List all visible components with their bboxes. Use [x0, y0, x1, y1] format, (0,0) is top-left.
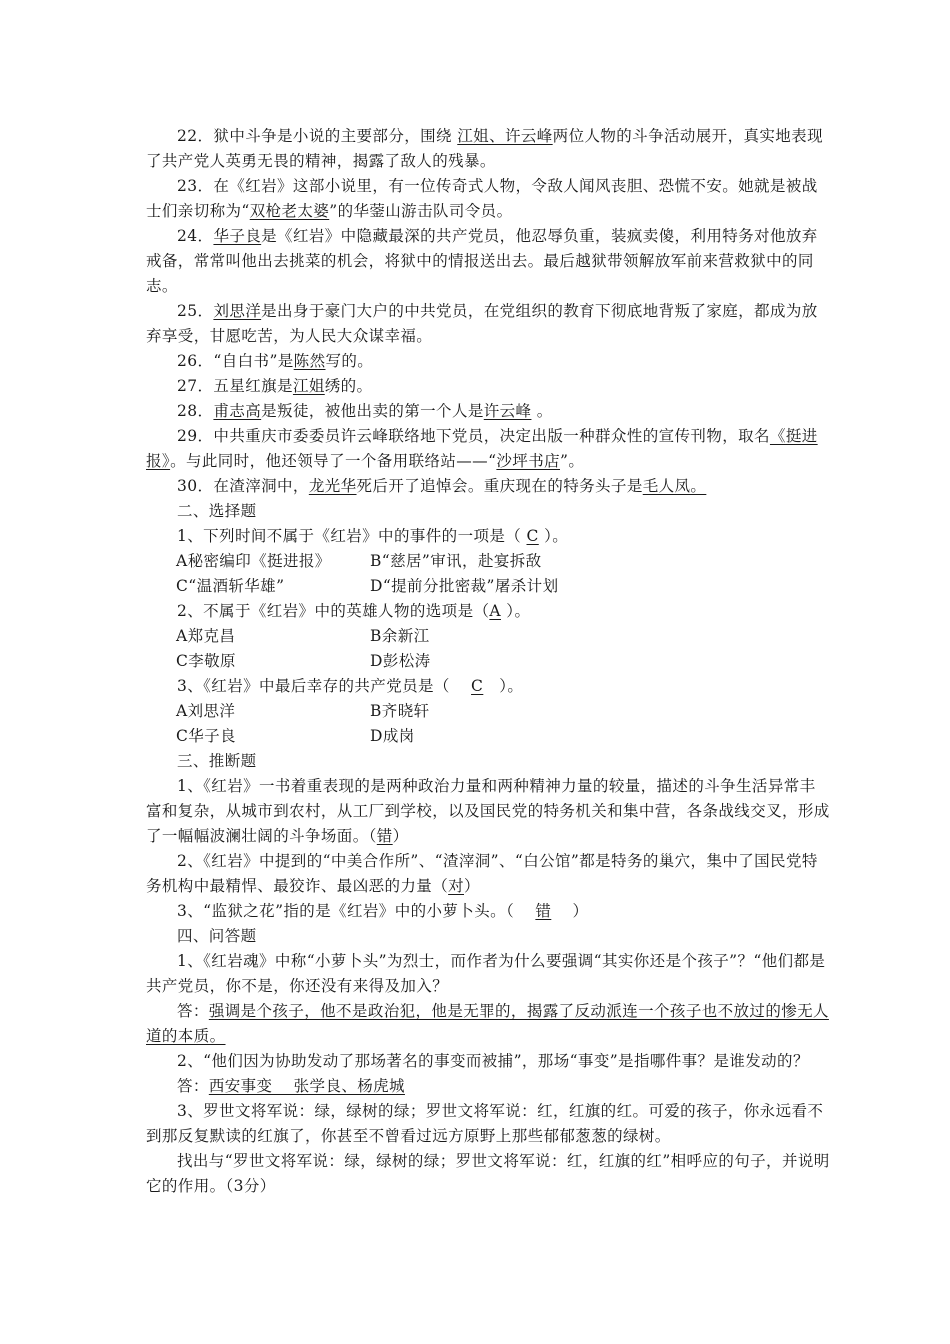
qa-q3: 3、罗世文将军说：绿，绿树的绿；罗世文将军说：红，红旗的红。可爱的孩子，你永远看不到那反复默读的红旗了，你甚至不曾看过远方原野上那些郁郁葱葱的绿树。 [146, 1102, 824, 1145]
fill-q24: 24．华子良是《红岩》中隐藏最深的共产党员，他忍辱负重，装疯卖傻，利用特务对他放弃戒备，常常叫他出去挑菜的机会，将狱中的情报送出去。最后越狱带领解放军前来营救狱中的同志。 [146, 227, 818, 295]
answer: 江姐、许云峰 [457, 127, 553, 145]
judge-q3: 3、“监狱之花”指的是《红岩》中的小萝卜头。（ 错 ） [177, 902, 589, 920]
option-a: A刘思洋 [176, 702, 236, 720]
answer: 西安事变 张学良、杨虎城 [208, 1077, 405, 1095]
fill-q23: 23．在《红岩》这部小说里，有一位传奇式人物，令敌人闻风丧胆、恐慌不安。她就是被战士们亲切称为“双枪老太婆”的华蓥山游击队司令员。 [146, 177, 818, 220]
answer: 对 [448, 877, 465, 895]
option-d: D成岗 [370, 727, 415, 745]
answer: 沙坪书店 [496, 452, 560, 470]
fill-q25: 25．刘思洋是出身于豪门大户的中共党员，在党组织的教育下彻底地背叛了家庭，都成为放弃享受，甘愿吃苦，为人民大众谋幸福。 [146, 302, 818, 345]
option-c: C华子良 [176, 727, 236, 745]
fill-q22: 22．狱中斗争是小说的主要部分，围绕 江姐、许云峰两位人物的斗争活动展开，真实地表现了共产党人英勇无畏的精神，揭露了敌人的残暴。 [146, 127, 823, 170]
qa-q1: 1、《红岩魂》中称“小萝卜头”为烈士，而作者为什么要强调“其实你还是个孩子”？“他们都是共产党员，你不是，你还没有来得及加入？ [146, 952, 826, 995]
answer: 错 [535, 902, 552, 920]
option-row [146, 649, 830, 674]
answer: 《挺进报》 [146, 427, 818, 470]
judge-q2: 2、《红岩》中提到的“中美合作所”、“渣滓洞”、“白公馆”都是特务的巢穴，集中了国民党特务机构中最精悍、最狡诈、最凶恶的力量（对） [146, 852, 818, 895]
choice-q1: 1、下列时间不属于《红岩》中的事件的一项是（ C ）。 [177, 527, 569, 545]
choice-q2: 2、不属于《红岩》中的英雄人物的选项是（A ）。 [177, 602, 531, 620]
fill-q28: 28．甫志高是叛徒，被他出卖的第一个人是许云峰 。 [177, 402, 553, 420]
qa-q2-answer: 答：西安事变 张学良、杨虎城 [177, 1077, 405, 1095]
option-row [146, 624, 830, 649]
option-c: C“温酒斩华雄” [176, 577, 285, 595]
answer: A [489, 602, 501, 620]
answer: 双枪老太婆 [249, 202, 330, 220]
option-b: B“慈居”审讯，赴宴拆敌 [370, 552, 542, 570]
option-d: D“提前分批密裁”屠杀计划 [370, 577, 559, 595]
choice-q3: 3、《红岩》中最后幸存的共产党员是（ C ）。 [177, 677, 524, 695]
option-c: C李敬原 [176, 652, 236, 670]
answer: 江姐 [292, 377, 325, 395]
option-d: D彭松涛 [370, 652, 431, 670]
answer: C [471, 677, 484, 695]
section-heading: 四、问答题 [177, 927, 257, 945]
fill-q27: 27．五星红旗是江姐绣的。 [177, 377, 373, 395]
answer: 龙光华 [308, 477, 357, 495]
option-b: B齐晓轩 [370, 702, 430, 720]
answer: 刘思洋 [213, 302, 262, 320]
answer: 华子良 [213, 227, 262, 245]
answer: 陈然 [293, 352, 326, 370]
qa-q1-answer: 答：强调是个孩子，他不是政治犯，他是无罪的，揭露了反动派连一个孩子也不放过的惨无人道的本质。 [146, 1002, 829, 1045]
option-row [146, 699, 830, 724]
answer: 许云峰 [483, 402, 532, 420]
judge-q1: 1、《红岩》一书着重表现的是两种政治力量和两种精神力量的较量，描述的斗争生活异常丰富和复杂，从城市到农村，从工厂到学校，以及国民党的特务机关和集中营，各条战线交叉，形成了一幅幅波澜壮阔的斗争场面。（错） [146, 777, 830, 845]
option-b: B余新江 [370, 627, 430, 645]
answer: 强调是个孩子，他不是政治犯，他是无罪的，揭露了反动派连一个孩子也不放过的惨无人道的本质。 [146, 1002, 829, 1045]
fill-q29: 29．中共重庆市委委员许云峰联络地下党员，决定出版一种群众性的宣传刊物，取名《挺进报》。与此同时，他还领导了一个备用联络站——“沙坪书店”。 [146, 427, 818, 470]
answer: 毛人凤。 [642, 477, 707, 495]
section-heading: 三、推断题 [177, 752, 257, 770]
answer: 错 [376, 827, 393, 845]
option-row [146, 724, 830, 749]
fill-q26: 26．“自白书”是陈然写的。 [177, 352, 374, 370]
option-a: A郑克昌 [176, 627, 236, 645]
option-row [146, 549, 830, 574]
answer: C [526, 527, 539, 545]
option-row [146, 574, 830, 599]
answer: 甫志高 [213, 402, 262, 420]
option-a: A秘密编印《挺进报》 [176, 552, 331, 570]
qa-q3-task: 找出与“罗世文将军说：绿，绿树的绿；罗世文将军说：红，红旗的红”相呼应的句子，并说明它的作用。（3分） [146, 1152, 830, 1195]
qa-q2: 2、“他们因为协助发动了那场著名的事变而被捕”，那场“事变”是指哪件事？是谁发动的？ [177, 1052, 809, 1070]
section-heading: 二、选择题 [177, 502, 257, 520]
fill-q30: 30．在渣滓洞中，龙光华死后开了追悼会。重庆现在的特务头子是毛人凤。 [177, 477, 707, 495]
